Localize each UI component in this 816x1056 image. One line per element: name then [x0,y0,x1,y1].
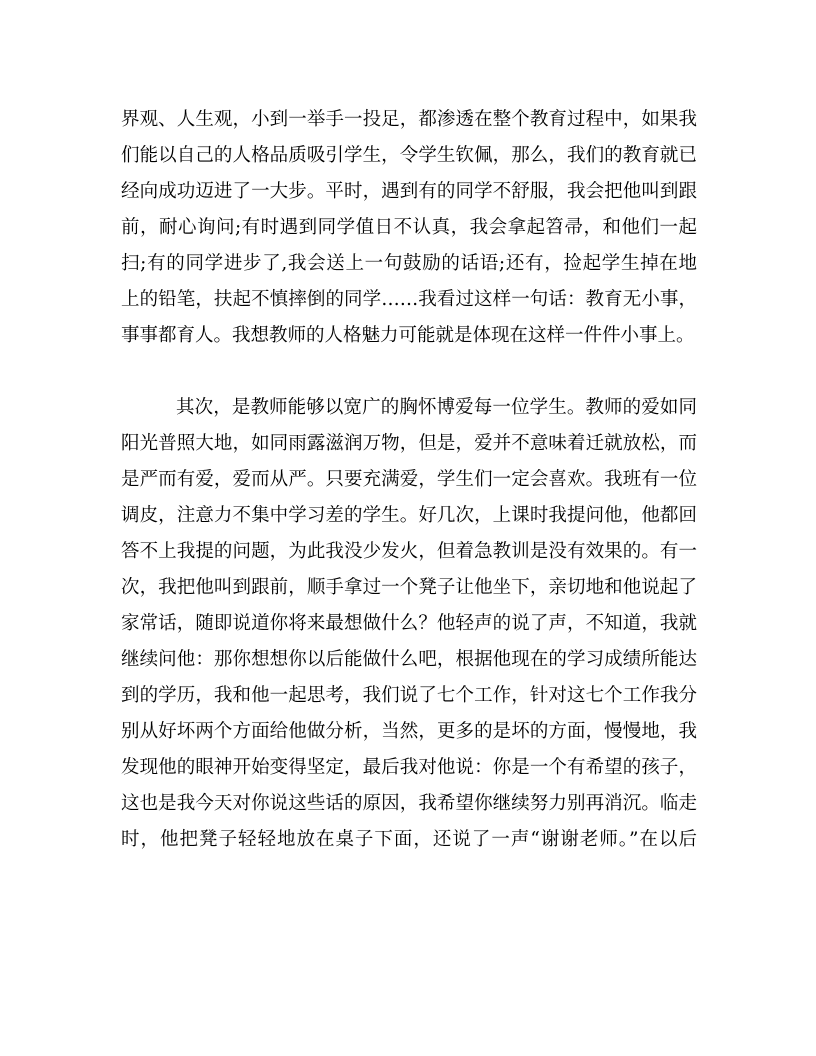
text-line: 发现他的眼神开始变得坚定，最后我对他说：你是一个有希望的孩子， [121,757,697,778]
text-line: 时，他把凳子轻轻地放在桌子下面，还说了一声“谢谢老师。”在以后 [121,829,697,850]
text-line: 们能以自己的人格品质吸引学生，令学生钦佩，那么，我们的教育就已 [121,145,697,166]
text-line: 调皮，注意力不集中学习差的学生。好几次，上课时我提问他，他都回 [121,505,697,526]
text-line: 到的学历，我和他一起思考，我们说了七个工作，针对这七个工作我分 [121,685,697,706]
text-line: 前，耐心询问;有时遇到同学值日不认真，我会拿起笤帚，和他们一起 [121,217,697,238]
text-line: 别从好坏两个方面给他做分析，当然，更多的是坏的方面，慢慢地，我 [121,721,697,742]
text-line: 次，我把他叫到跟前，顺手拿过一个凳子让他坐下，亲切地和他说起了 [121,577,697,598]
text-line: 继续问他：那你想想你以后能做什么吧，根据他现在的学习成绩所能达 [121,649,697,670]
text-line: 答不上我提的问题，为此我没少发火，但着急教训是没有效果的。有一 [121,541,697,562]
text-line: 家常话，随即说道你将来最想做什么？他轻声的说了声，不知道，我就 [121,613,697,634]
text-line: 是严而有爱，爱而从严。只要充满爱，学生们一定会喜欢。我班有一位 [121,469,697,490]
text-line: 事事都育人。我想教师的人格魅力可能就是体现在这样一件件小事上。 [121,325,695,346]
text-line: 阳光普照大地，如同雨露滋润万物，但是，爱并不意味着迁就放松，而 [121,433,697,454]
text-line: 界观、人生观，小到一举手一投足，都渗透在整个教育过程中，如果我 [121,109,697,130]
text-line: 这也是我今天对你说这些话的原因，我希望你继续努力别再消沉。临走 [121,793,697,814]
text-line: 上的铅笔，扶起不慎摔倒的同学……我看过这样一句话：教育无小事， [121,289,697,310]
text-line: 扫;有的同学进步了,我会送上一句鼓励的话语;还有，捡起学生掉在地 [121,253,697,274]
text-line: 经向成功迈进了一大步。平时，遇到有的同学不舒服，我会把他叫到跟 [121,181,697,202]
text-line: 其次，是教师能够以宽广的胸怀博爱每一位学生。教师的爱如同 [176,397,697,418]
